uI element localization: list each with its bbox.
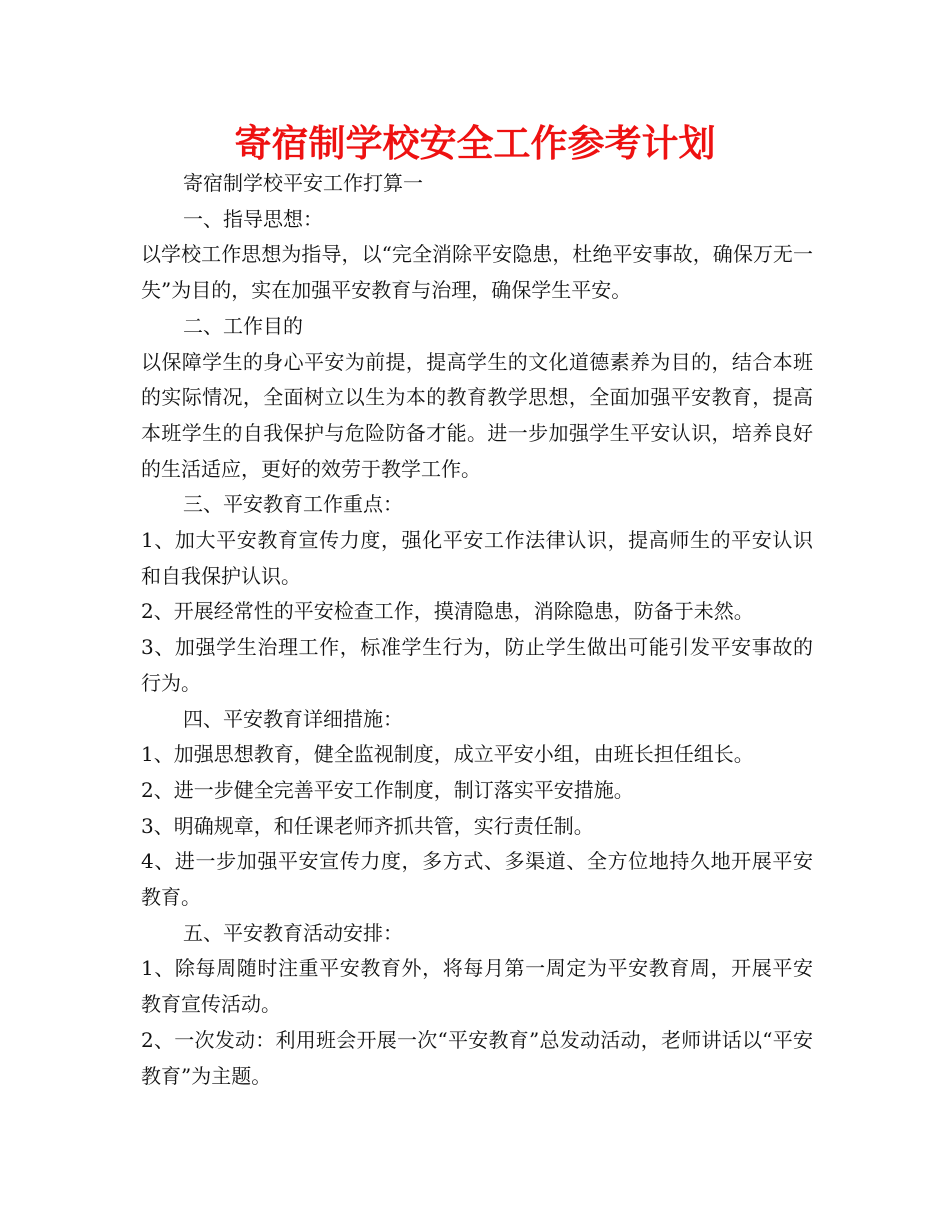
paragraph: 寄宿制学校平安工作打算一 bbox=[183, 171, 423, 195]
document-body bbox=[141, 166, 813, 1094]
paragraph: 二、工作目的 bbox=[183, 313, 303, 338]
paragraph: 一、指导思想： bbox=[183, 206, 323, 231]
document-title: 寄宿制学校安全工作参考计划 bbox=[234, 122, 716, 165]
paragraph: 4、进一步加强平安宣传力度，多方式、多渠道、全方位地持久地开展平安教育。 bbox=[141, 849, 813, 910]
paragraph: 2、开展经常性的平安检查工作，摸清隐患，消除隐患，防备于未然。 bbox=[141, 599, 754, 624]
paragraph: 以学校工作思想为指导，以“完全消除平安隐患，杜绝平安事故，确保万无一失”为目的，实在加强平安教育与治理，确保学生平安。 bbox=[141, 242, 813, 303]
paragraph: 2、一次发动：利用班会开展一次“平安教育”总发动活动，老师讲话以“平安教育”为主题。 bbox=[141, 1027, 813, 1088]
paragraph: 2、进一步健全完善平安工作制度，制订落实平安措施。 bbox=[141, 777, 634, 802]
paragraph: 五、平安教育活动安排： bbox=[183, 920, 403, 945]
paragraph: 3、明确规章，和任课老师齐抓共管，实行责任制。 bbox=[141, 813, 594, 838]
paragraph: 1、加大平安教育宣传力度，强化平安工作法律认识，提高师生的平安认识和自我保护认识。 bbox=[141, 528, 813, 588]
paragraph: 三、平安教育工作重点： bbox=[183, 492, 403, 517]
paragraph: 3、加强学生治理工作，标准学生行为，防止学生做出可能引发平安事故的行为。 bbox=[141, 635, 813, 695]
paragraph: 四、平安教育详细措施： bbox=[183, 706, 403, 731]
paragraph: 以保障学生的身心平安为前提，提高学生的文化道德素养为目的，结合本班的实际情况，全面树立以生为本的教育教学思想，全面加强平安教育，提高本班学生的自我保护与危险防备才能。进一步加强学生平安认识，培养良好的生活适应，更好的效劳于教学工作。 bbox=[141, 349, 813, 481]
paragraph: 1、加强思想教育，健全监视制度，成立平安小组，由班长担任组长。 bbox=[141, 742, 754, 767]
paragraph: 1、除每周随时注重平安教育外，将每月第一周定为平安教育周，开展平安教育宣传活动。 bbox=[141, 956, 813, 1017]
